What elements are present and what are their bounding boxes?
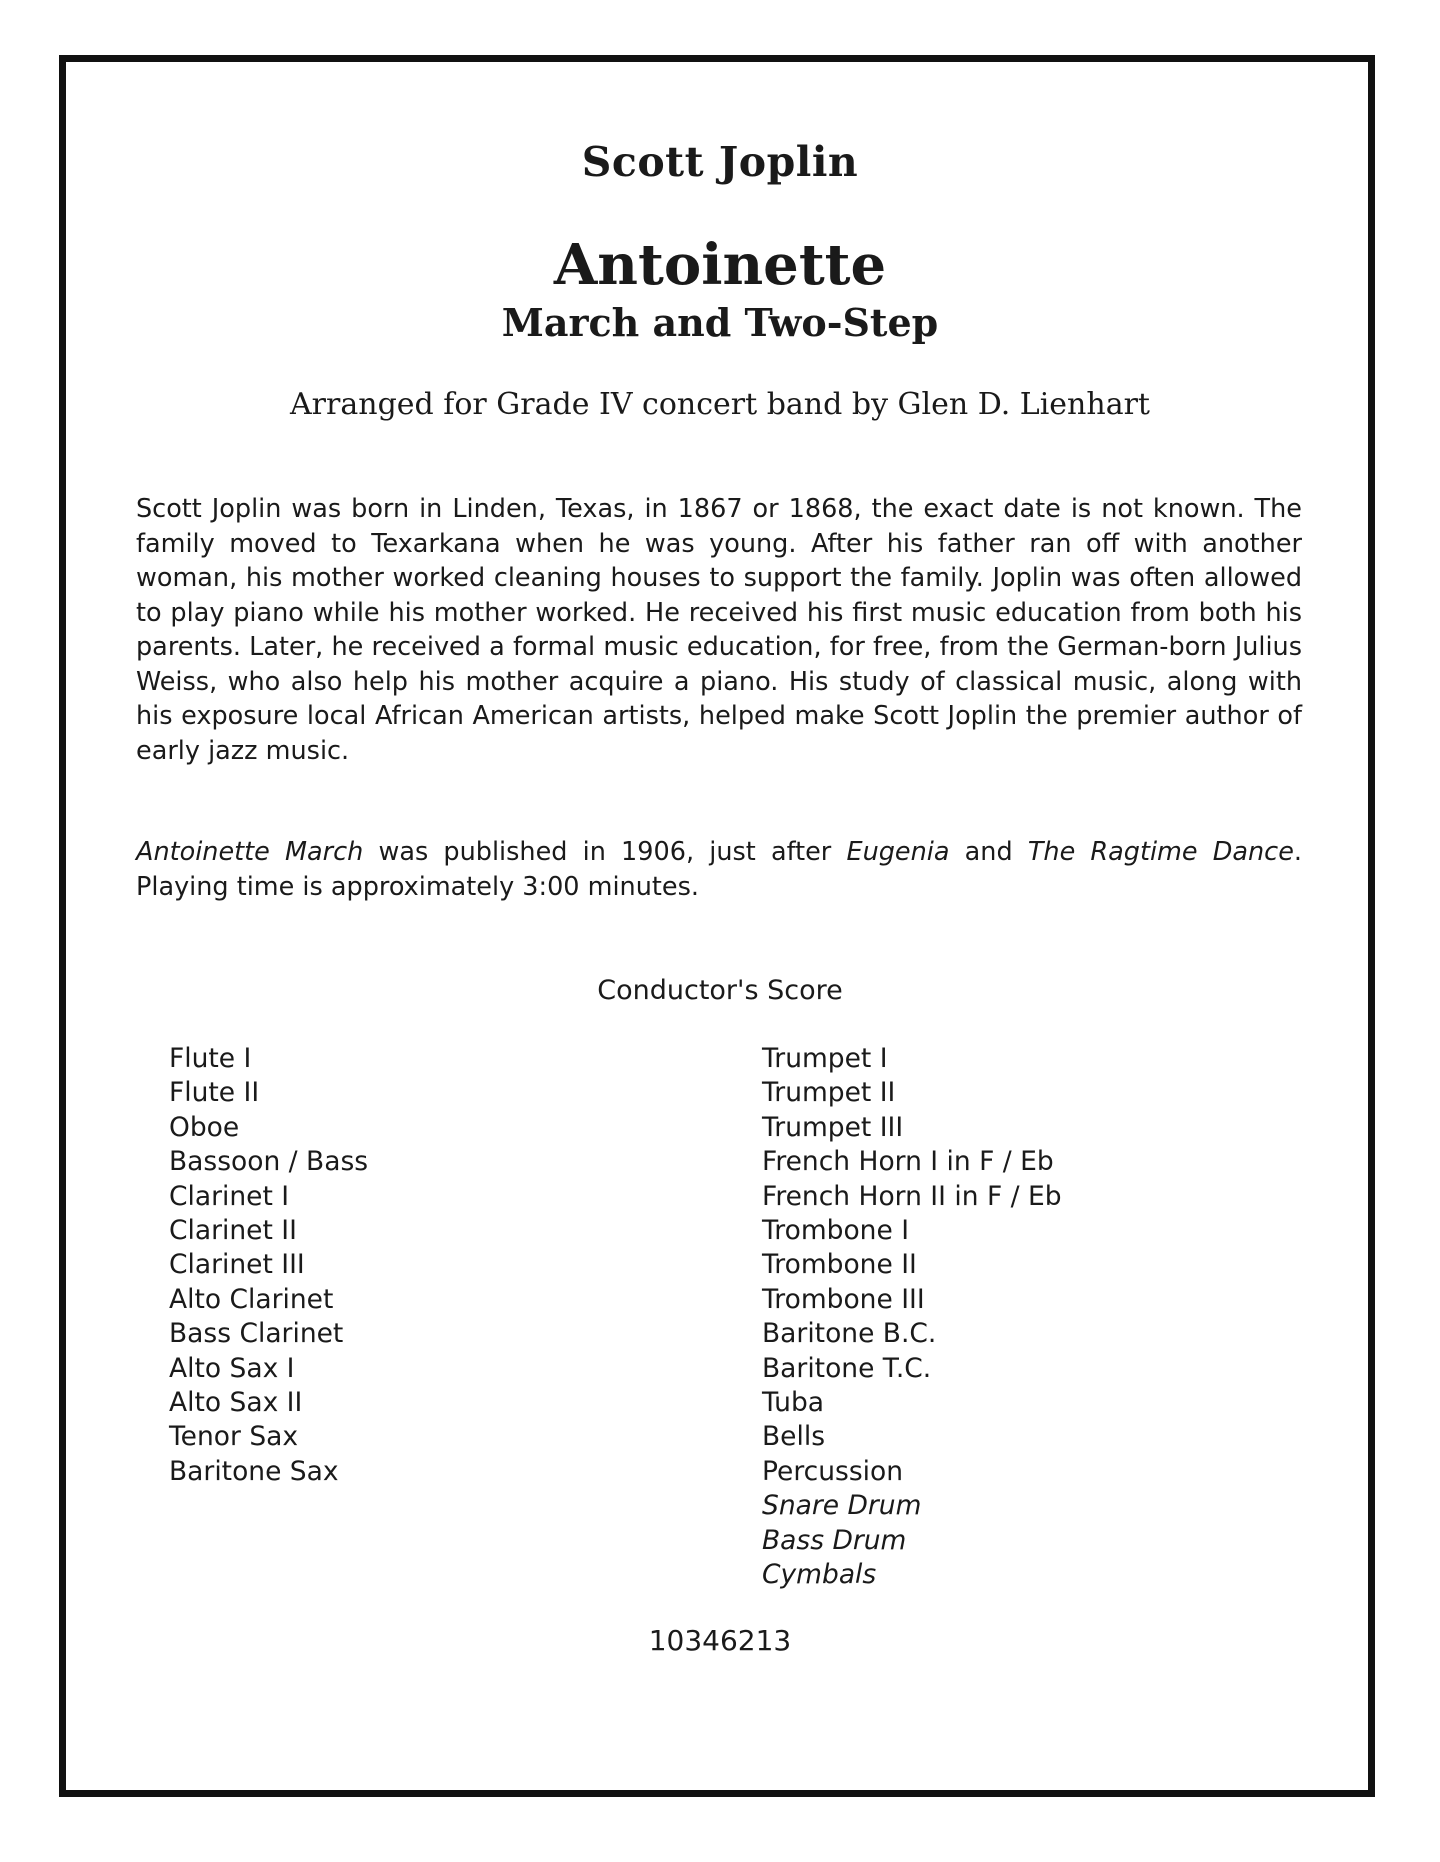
publication-note	[136, 835, 1302, 904]
percussion-subpart: Cymbals	[762, 1559, 877, 1591]
part-item: Trumpet III	[762, 1111, 904, 1143]
part-item: Clarinet III	[169, 1249, 305, 1281]
percussion-subpart: Snare Drum	[762, 1490, 922, 1522]
related-work-1: Eugenia	[846, 837, 950, 867]
composer-name: Scott Joplin	[581, 138, 859, 186]
note-text-3: . Playing time is approximately 3:00 minutes.	[136, 837, 1302, 902]
part-item: Alto Clarinet	[169, 1283, 334, 1315]
part-item: Alto Sax II	[169, 1387, 303, 1419]
part-item: Trombone II	[762, 1249, 917, 1281]
biography-paragraph: Scott Joplin was born in Linden, Texas, in 1867 or 1868, the exact date is not known. The family moved to Texarkana when he was young. After his father ran off with another woman, his mother worked cleaning houses to support the family. Joplin was often allowed to play piano while his mother worked. He received his first music education from both his parents. Later, he received a formal music education, for free, from the German-born Julius Weiss, who also help his mother acquire a piano. His study of classical music, along with his exposure local African American artists, helped make Scott Joplin the premier author of early jazz music.	[136, 494, 1302, 766]
work-title: Antoinette March	[136, 837, 364, 867]
part-item: Trombone III	[762, 1283, 925, 1315]
percussion-subpart: Bass Drum	[762, 1524, 907, 1556]
part-item: Trumpet I	[762, 1043, 888, 1074]
parts-list-left	[169, 1042, 368, 1489]
note-text-1: was published in 1906, just after	[363, 837, 847, 867]
piece-title: Antoinette	[553, 232, 887, 298]
part-item: Alto Sax I	[169, 1352, 295, 1384]
part-item: Tuba	[762, 1387, 825, 1419]
piece-subtitle: March and Two-Step	[501, 300, 939, 345]
part-item: Baritone B.C.	[762, 1318, 937, 1350]
part-item: Tenor Sax	[169, 1421, 299, 1453]
part-item: Bass Clarinet	[169, 1318, 344, 1350]
parts-list-right	[762, 1042, 1062, 1593]
related-work-2: The Ragtime Dance	[1027, 837, 1294, 867]
part-item: Clarinet II	[169, 1215, 297, 1247]
catalog-number: 10346213	[648, 1624, 792, 1657]
part-item: French Horn II in F / Eb	[762, 1180, 1062, 1212]
part-item: Baritone T.C.	[762, 1352, 932, 1384]
part-item: Flute II	[169, 1077, 260, 1109]
part-item: Baritone Sax	[169, 1455, 339, 1487]
part-item: Bells	[762, 1421, 826, 1453]
part-item: Oboe	[169, 1111, 240, 1143]
score-heading: Conductor's Score	[597, 975, 843, 1006]
arranger-credit: Arranged for Grade IV concert band by Glen D. Lienhart	[290, 387, 1150, 422]
part-item: Trombone I	[762, 1215, 910, 1247]
part-item: Flute I	[169, 1043, 252, 1074]
part-item: French Horn I in F / Eb	[762, 1146, 1054, 1178]
part-item: Trumpet II	[762, 1077, 896, 1109]
part-item: Clarinet I	[169, 1180, 290, 1212]
part-item: Percussion	[762, 1455, 904, 1487]
part-item: Bassoon / Bass	[169, 1146, 369, 1178]
note-text-2: and	[949, 837, 1028, 867]
